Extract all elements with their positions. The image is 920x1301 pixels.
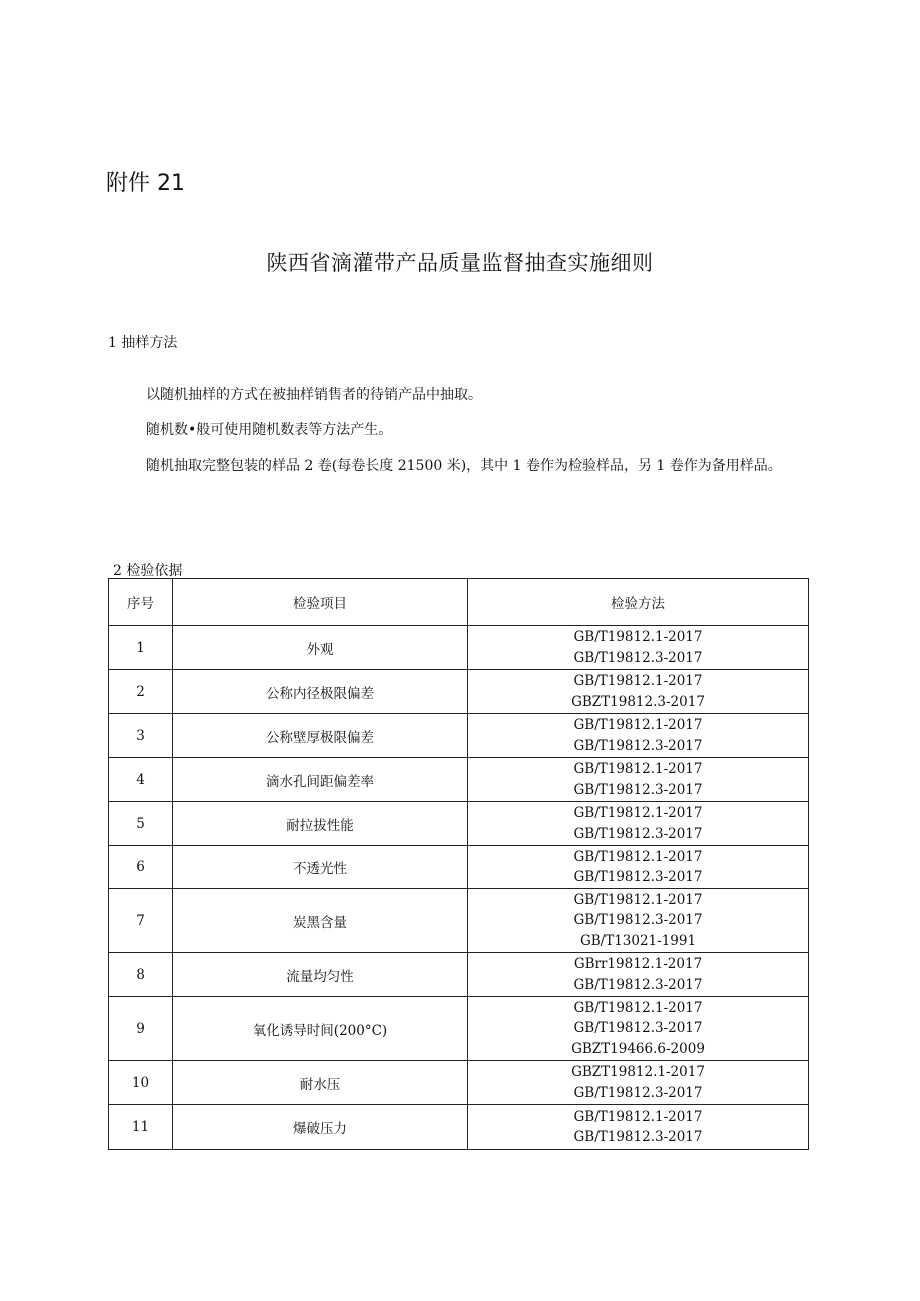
table-row xyxy=(109,1105,809,1150)
method-standard: GB/T19812.3-2017 xyxy=(573,1020,703,1037)
row-methods xyxy=(468,997,809,1061)
method-standard: GB/T19812.1-2017 xyxy=(573,1108,703,1125)
table-row xyxy=(109,670,809,714)
method-standard: GB/T19812.1-2017 xyxy=(573,673,703,689)
method-standard: GB/T19812.1-2017 xyxy=(573,717,703,733)
table-row xyxy=(109,626,809,670)
method-standard: GB/T19812.1-2017 xyxy=(573,805,703,821)
method-standard: GBZT19812.1-2017 xyxy=(571,1064,705,1080)
method-standard: GB/T19812.1-2017 xyxy=(573,629,703,645)
table-row xyxy=(109,889,809,953)
row-item: 流量均匀性 xyxy=(173,953,468,997)
section-heading-sampling: 1 抽样方法 xyxy=(108,335,178,351)
paragraph-random-number: 随机数•般可使用随机数表等方法产生。 xyxy=(146,422,393,438)
row-item: 耐水压 xyxy=(173,1061,468,1105)
method-standard: GB/T19812.3-2017 xyxy=(573,912,703,929)
method-standard: GBrr19812.1-2017 xyxy=(573,956,703,972)
annex-label: 附件 21 xyxy=(106,171,185,196)
method-standard: GB/T19812.3-2017 xyxy=(573,737,703,754)
section-heading-inspection-basis: 2 检验依据 xyxy=(113,563,183,579)
row-item: 公称壁厚极限偏差 xyxy=(173,714,468,758)
row-no: 6 xyxy=(109,846,173,889)
method-standard: GB/T19812.3-2017 xyxy=(573,649,703,666)
row-item: 炭黑含量 xyxy=(173,889,468,953)
row-no: 11 xyxy=(109,1105,173,1150)
row-no: 4 xyxy=(109,758,173,802)
row-item: 爆破压力 xyxy=(173,1105,468,1150)
row-methods xyxy=(468,670,809,714)
table-row xyxy=(109,758,809,802)
table-row xyxy=(109,846,809,889)
row-methods xyxy=(468,714,809,758)
row-no: 9 xyxy=(109,997,173,1061)
row-no: 1 xyxy=(109,626,173,670)
row-item: 氧化诱导时间(200°C) xyxy=(173,997,468,1061)
row-no: 5 xyxy=(109,802,173,846)
method-standard: GB/T19812.3-2017 xyxy=(573,825,703,842)
method-standard: GB/T13021-1991 xyxy=(579,932,697,949)
method-standard: GBZT19466.6-2009 xyxy=(571,1040,705,1057)
inspection-basis-table xyxy=(108,578,809,1150)
table-row xyxy=(109,714,809,758)
row-item: 不透光性 xyxy=(173,846,468,889)
method-standard: GBZT19812.3-2017 xyxy=(571,693,705,710)
header-inspection-method: 检验方法 xyxy=(468,579,809,626)
method-standard: GB/T19812.1-2017 xyxy=(573,848,703,865)
row-no: 10 xyxy=(109,1061,173,1105)
method-standard: GB/T19812.1-2017 xyxy=(573,761,703,777)
table-row xyxy=(109,1061,809,1105)
table-header-row xyxy=(109,579,809,626)
row-methods xyxy=(468,1105,809,1150)
row-methods xyxy=(468,802,809,846)
row-no: 3 xyxy=(109,714,173,758)
row-methods xyxy=(468,758,809,802)
row-methods xyxy=(468,626,809,670)
method-standard: GB/T19812.3-2017 xyxy=(573,1084,703,1101)
method-standard: GB/T19812.3-2017 xyxy=(573,781,703,798)
row-item: 外观 xyxy=(173,626,468,670)
document-title: 陕西省滴灌带产品质量监督抽查实施细则 xyxy=(266,251,654,275)
row-methods xyxy=(468,889,809,953)
row-item: 公称内径极限偏差 xyxy=(173,670,468,714)
row-no: 7 xyxy=(109,889,173,953)
method-standard: GB/T19812.1-2017 xyxy=(573,999,703,1016)
method-standard: GB/T19812.3-2017 xyxy=(573,1129,703,1145)
method-standard: GB/T19812.1-2017 xyxy=(573,891,703,908)
table-row xyxy=(109,802,809,846)
row-item: 耐拉拔性能 xyxy=(173,802,468,846)
row-no: 8 xyxy=(109,953,173,997)
row-methods xyxy=(468,846,809,889)
row-methods xyxy=(468,1061,809,1105)
method-standard: GB/T19812.3-2017 xyxy=(573,869,703,885)
paragraph-sample-quantity: 随机抽取完整包装的样品 2 卷(每卷长度 21500 米)，其中 1 卷作为检验样品，另 1 卷作为备用样品。 xyxy=(146,458,782,474)
row-methods xyxy=(468,953,809,997)
table-row xyxy=(109,997,809,1061)
row-item: 滴水孔间距偏差率 xyxy=(173,758,468,802)
header-inspection-item: 检验项目 xyxy=(173,579,468,626)
paragraph-sampling-method: 以随机抽样的方式在被抽样销售者的待销产品中抽取。 xyxy=(146,387,482,403)
header-serial-no: 序号 xyxy=(109,579,173,626)
row-no: 2 xyxy=(109,670,173,714)
method-standard: GB/T19812.3-2017 xyxy=(573,976,703,993)
table-row xyxy=(109,953,809,997)
